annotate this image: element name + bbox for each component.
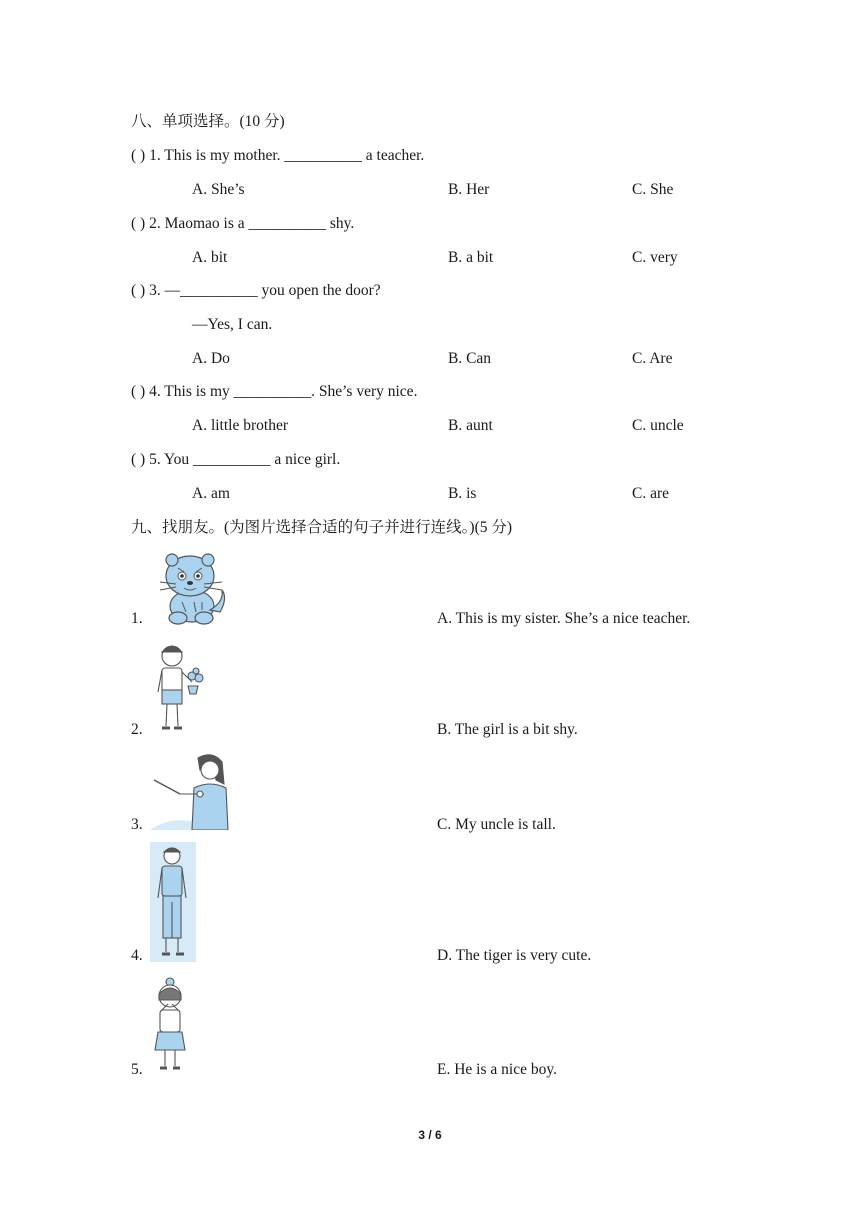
sentence-e: E. He is a nice boy. — [437, 1061, 557, 1078]
question-4-option-c: C. uncle — [632, 417, 684, 434]
question-3-option-b: B. Can — [448, 350, 492, 367]
question-5-stem: ( ) 5. You __________ a nice girl. — [131, 451, 341, 468]
question-3-option-a: A. Do — [192, 350, 230, 367]
teacher-with-pointer-picture — [150, 750, 232, 830]
question-3-option-c: C. Are — [632, 350, 673, 367]
question-1-stem: ( ) 1. This is my mother. __________ a teacher. — [131, 147, 425, 164]
question-5-option-a: A. am — [192, 485, 230, 502]
picture-number-4: 4. — [131, 947, 143, 964]
shy-girl-picture — [150, 976, 190, 1074]
question-5-option-b: B. is — [448, 485, 477, 502]
question-2-option-b: B. a bit — [448, 249, 494, 266]
question-1-option-b: B. Her — [448, 181, 490, 198]
page-number: 3 / 6 — [418, 1128, 442, 1142]
picture-number-1: 1. — [131, 610, 143, 627]
tiger-picture — [152, 550, 230, 626]
question-4-stem: ( ) 4. This is my __________. She’s very nice. — [131, 383, 418, 400]
question-2-option-c: C. very — [632, 249, 678, 266]
question-5-option-c: C. are — [632, 485, 670, 502]
question-1-option-c: C. She — [632, 181, 674, 198]
section-9-title: 九、找朋友。(为图片选择合适的句子并进行连线。)(5 分) — [131, 519, 513, 536]
picture-number-5: 5. — [131, 1061, 143, 1078]
boy-with-flowers-picture — [152, 642, 208, 736]
sentence-b: B. The girl is a bit shy. — [437, 721, 578, 738]
sentence-d: D. The tiger is very cute. — [437, 947, 592, 964]
sentence-c: C. My uncle is tall. — [437, 816, 556, 833]
picture-number-2: 2. — [131, 721, 143, 738]
question-1-option-a: A. She’s — [192, 181, 245, 198]
question-3-stem: ( ) 3. —__________ you open the door? — [131, 282, 381, 299]
question-2-stem: ( ) 2. Maomao is a __________ shy. — [131, 215, 355, 232]
section-8-title: 八、单项选择。(10 分) — [131, 113, 285, 130]
tall-man-picture — [150, 842, 196, 962]
question-4-option-b: B. aunt — [448, 417, 493, 434]
question-4-option-a: A. little brother — [192, 417, 288, 434]
question-2-option-a: A. bit — [192, 249, 228, 266]
sentence-a: A. This is my sister. She’s a nice teacher. — [437, 610, 691, 627]
question-3-reply: —Yes, I can. — [192, 316, 273, 333]
picture-number-3: 3. — [131, 816, 143, 833]
